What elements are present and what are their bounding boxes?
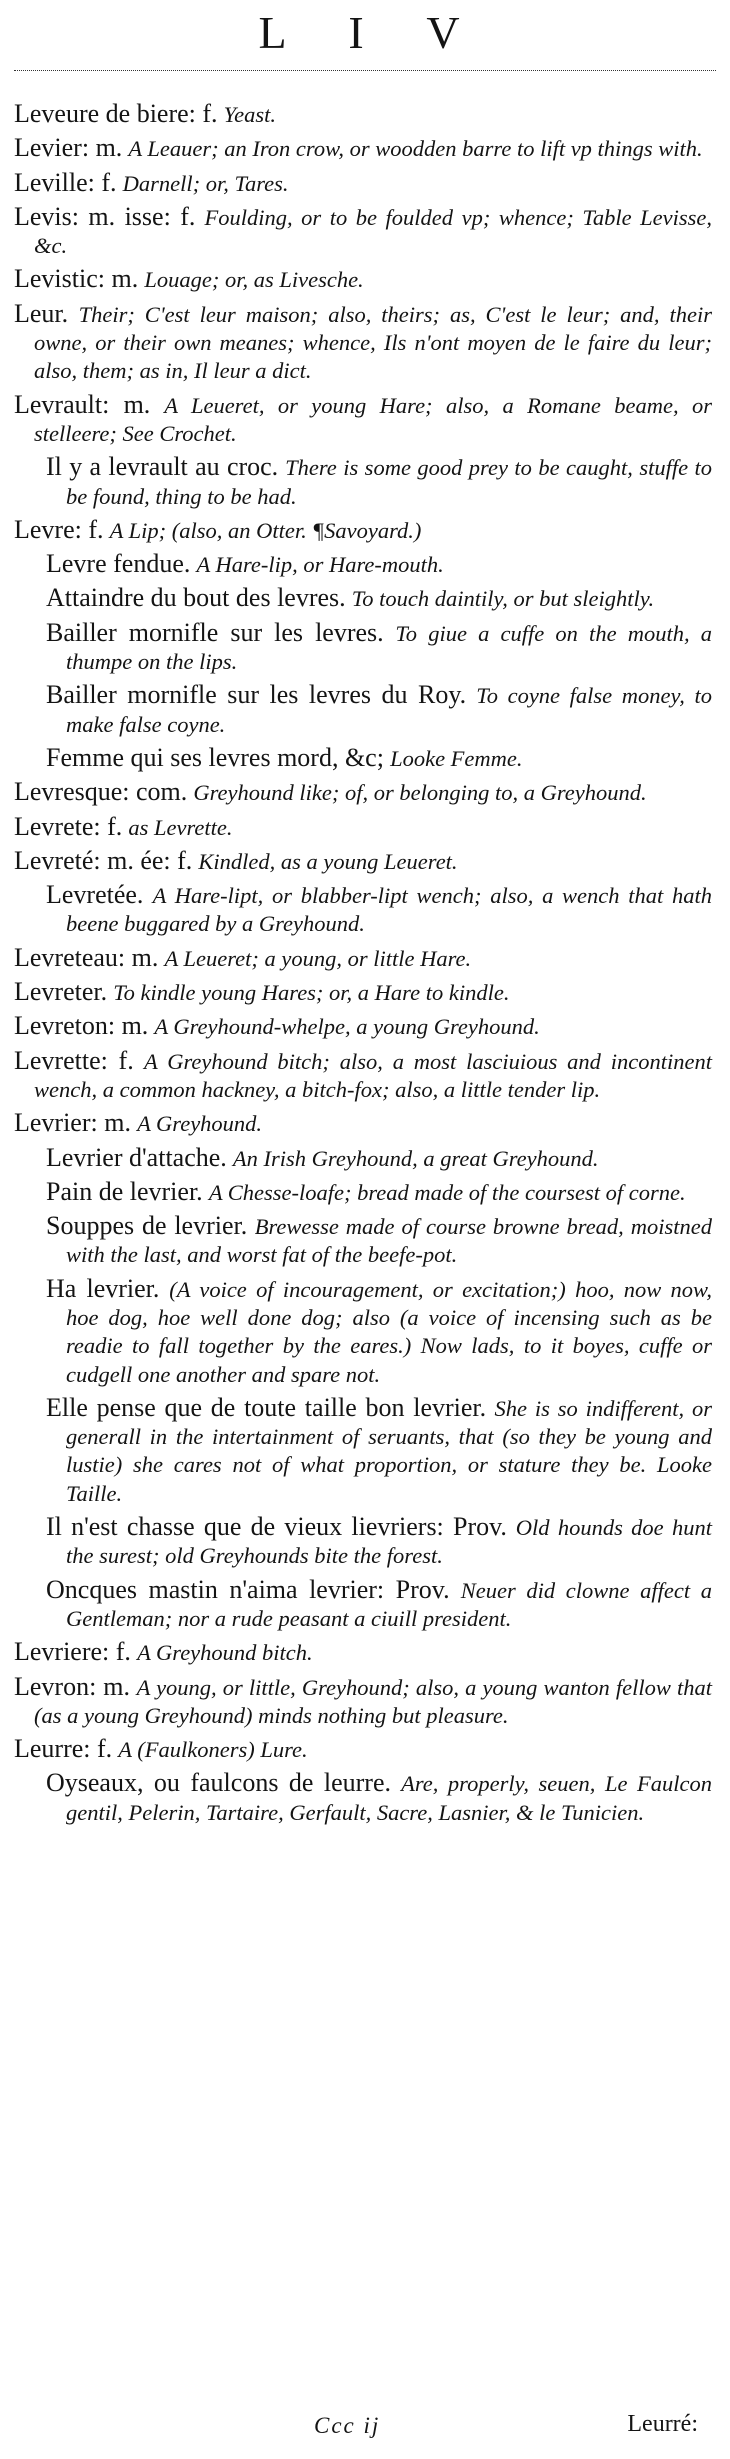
sub-entry [14,744,730,773]
entry-headword: Souppes de levrier. [46,1211,248,1241]
entry-definition: Looke Femme. [390,745,523,771]
dictionary-entry [14,265,730,294]
entry-definition: A (Faulkoners) Lure. [118,1737,308,1763]
entry-definition: Kindled, as a young Leueret. [198,848,458,874]
sub-entry [14,1394,730,1508]
entry-definition: To giue a cuffe on the mouth, a thumpe on the lips. [66,620,712,675]
dictionary-entry [14,516,730,545]
entry-headword: Levistic: m. [14,264,139,294]
entry-definition: as Levrette. [128,814,233,840]
entry-headword: Femme qui ses levres mord, &c; [46,742,384,772]
entry-definition: To touch daintily, or but sleightly. [351,586,655,612]
dictionary-entry [14,1638,730,1667]
page-header [14,0,730,100]
entry-headword: Pain de levrier. [46,1176,203,1206]
entry-definition: Louage; or, as Livesche. [144,267,364,293]
sub-entry [14,681,730,739]
entry-definition: A Leauer; an Iron crow, or woodden barre to lift vp things with. [128,136,703,162]
entry-headword: Levretée. [46,880,144,910]
entry-list [14,100,730,1827]
entry-headword: Levreter. [14,977,108,1007]
entry-definition: There is some good prey to be caught, stuffe to be found, thing to be had. [66,455,713,509]
sub-entry [14,1513,730,1571]
entry-definition: Are, properly, seuen, Le Faulcon gentil, Pelerin, Tartaire, Gerfault, Sacre, Lasnier, & le Tunicien. [66,1771,713,1825]
entry-headword: Bailler mornifle sur les levres du Roy. [46,680,467,710]
entry-headword: Levriere: f. [14,1637,131,1667]
dictionary-entry [14,391,730,449]
sub-entry [14,881,730,939]
entry-definition: An Irish Greyhound, a great Greyhound. [232,1145,599,1171]
dictionary-entry [14,300,730,386]
entry-definition: To kindle young Hares; or, a Hare to kindle. [113,980,510,1006]
entry-definition: She is so indifferent, or generall in the intertainment of seruants, that (so they be young and lustie) she cares not of what proportion, or stature they be. Looke Taille. [66,1395,712,1506]
dictionary-entry [14,1673,730,1731]
sub-entry [14,1769,730,1827]
page-title: L I V [258,7,486,58]
sub-entry [14,550,730,579]
entry-definition: To coyne false money, to make false coyne. [66,683,713,737]
dictionary-entry [14,813,730,842]
entry-headword: Attaindre du bout des levres. [46,583,346,613]
sub-entry [14,619,730,677]
entry-definition: A Lip; (also, an Otter. ¶Savoyard.) [109,517,422,543]
entry-headword: Ha levrier. [46,1273,160,1303]
entry-headword: Levreté: m. ée: f. [14,845,193,875]
entry-definition: Yeast. [223,102,276,127]
entry-headword: Levreteau: m. [14,942,159,972]
entry-headword: Leville: f. [14,167,117,197]
sub-entry [14,584,730,613]
dictionary-entry [14,944,730,973]
entry-headword: Bailler mornifle sur les levres. [46,617,384,647]
dictionary-entry [14,1735,730,1764]
header-rule [14,70,716,71]
dictionary-entry [14,1012,730,1041]
signature-mark: Ccc ij [314,2413,381,2438]
catchword: Leurré: [627,2411,698,2437]
entry-headword: Levre fendue. [46,549,191,579]
entry-headword: Leurre: f. [14,1734,113,1764]
entry-definition: A Hare-lipt, or blabber-lipt wench; also, a wench that hath beene buggared by a Greyhound. [66,883,712,937]
dictionary-entry [14,100,730,129]
entry-headword: Levrete: f. [14,811,123,841]
entry-headword: Levrier: m. [14,1108,131,1138]
entry-headword: Levresque: com. [14,777,188,807]
sub-entry [14,1576,730,1634]
entry-definition: Greyhound like; of, or belonging to, a Greyhound. [193,780,647,806]
entry-definition: A Leueret, or young Hare; also, a Romane beame, or stelleere; See Crochet. [34,392,713,446]
entry-definition: Foulding, or to be foulded vp; whence; Table Levisse, &c. [34,204,713,259]
entry-headword: Levrault: m. [14,389,151,419]
sub-entry [14,1212,730,1270]
entry-headword: Il y a levrault au croc. [46,452,279,482]
entry-headword: Oncques mastin n'aima levrier: Prov. [46,1574,450,1604]
entry-headword: Leur. [14,298,69,328]
entry-headword: Levier: m. [14,133,123,163]
entry-definition: A Greyhound bitch. [137,1640,313,1666]
entry-definition: A Greyhound-whelpe, a young Greyhound. [154,1014,540,1040]
entry-definition: A Hare-lip, or Hare-mouth. [196,552,444,578]
dictionary-entry [14,778,730,807]
sub-entry [14,1275,730,1389]
entry-definition: A young, or little, Greyhound; also, a young wanton fellow that (as a young Greyhound) minds nothing but pleasure. [34,1674,713,1728]
sub-entry [14,1144,730,1173]
entry-definition: A Chesse-loafe; bread made of the coursest of corne. [208,1179,686,1205]
entry-definition: A Greyhound. [137,1111,263,1137]
entry-definition: Their; C'est leur maison; also, theirs; as, C'est le leur; and, their owne, or their own meanes; whence, Ils n'ont moyen de le faire du leur; also, them; as in, Il leur a dict. [34,301,712,384]
dictionary-entry [14,169,730,198]
entry-headword: Levreton: m. [14,1011,149,1041]
page-footer [14,2411,716,2451]
entry-headword: Leveure de biere: f. [14,99,218,128]
entry-headword: Levrier d'attache. [46,1142,227,1172]
entry-definition: (A voice of incouragement, or excitation;) hoo, now now, hoe dog, hoe well done dog; also (a voice of incensing such as be readie to fall together by the eares.) Now lads, to it boyes, cuffe or cudgell one another and spare not. [66,1276,713,1387]
dictionary-entry [14,134,730,163]
sub-entry [14,1178,730,1207]
dictionary-entry [14,203,730,261]
sub-entry [14,453,730,511]
entry-definition: A Leueret; a young, or little Hare. [164,945,472,971]
entry-definition: Brewesse made of course browne bread, moistned with the last, and worst fat of the beefe-pot. [66,1214,713,1268]
entry-headword: Levrette: f. [14,1045,134,1075]
entry-headword: Elle pense que de toute taille bon levrier. [46,1392,487,1422]
entry-headword: Levis: m. isse: f. [14,201,196,231]
dictionary-entry [14,978,730,1007]
entry-definition: Neuer did clowne affect a Gentleman; nor a rude peasant a ciuill president. [66,1577,713,1631]
dictionary-entry [14,1047,730,1105]
entry-headword: Oyseaux, ou faulcons de leurre. [46,1768,391,1798]
dictionary-entry [14,847,730,876]
entry-definition: Darnell; or, Tares. [122,170,289,196]
entry-definition: A Greyhound bitch; also, a most lasciuious and incontinent wench, a common hackney, a bitch-fox; also, a little tender lip. [34,1048,712,1102]
entry-headword: Levron: m. [14,1671,131,1701]
entry-definition: Old hounds doe hunt the surest; old Greyhounds bite the forest. [66,1515,712,1569]
entry-headword: Levre: f. [14,514,104,544]
dictionary-entry [14,1109,730,1138]
entry-headword: Il n'est chasse que de vieux lievriers: Prov. [46,1512,507,1542]
